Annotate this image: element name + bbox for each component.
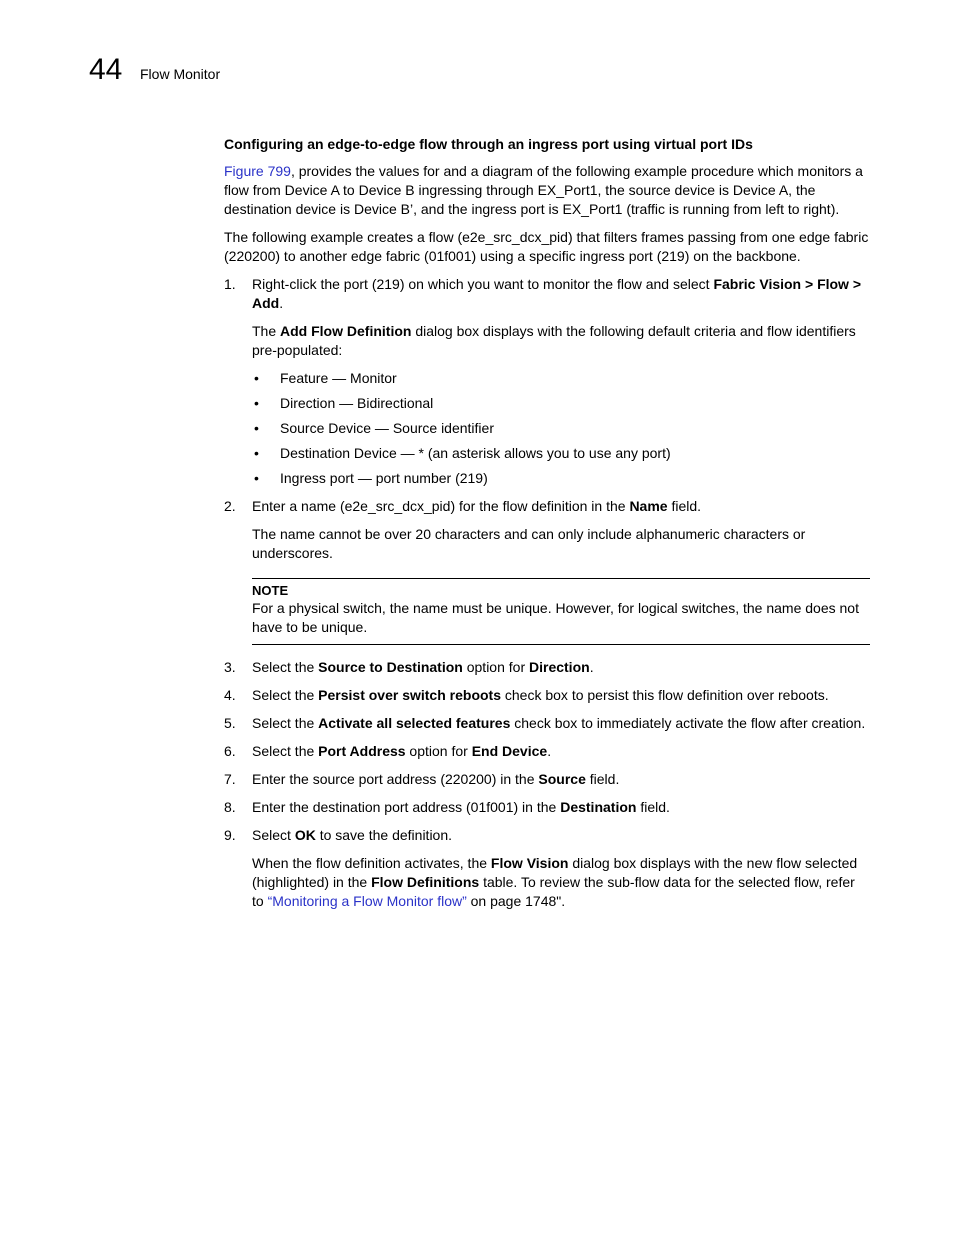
list-item: • Direction — Bidirectional [254, 395, 434, 411]
list-item: • Ingress port — port number (219) [254, 470, 488, 486]
step-1-detail: The Add Flow Definition dialog box displays with the following default criteria and flow identifiers pre-populated: [252, 323, 856, 358]
step-8: 8. Enter the destination port address (01f001) in the Destination field. [224, 799, 670, 815]
step-5: 5. Select the Activate all selected features check box to immediately activate the flow after creation. [224, 715, 866, 731]
list-item: • Feature — Monitor [254, 370, 397, 386]
list-item: • Destination Device — * (an asterisk allows you to use any port) [254, 445, 671, 461]
step-3: 3. Select the Source to Destination option for Direction. [224, 659, 594, 675]
step-2-detail: The name cannot be over 20 characters and can only include alphanumeric characters or underscores. [252, 526, 806, 561]
note-text: For a physical switch, the name must be unique. However, for logical switches, the name does not have to be unique. [252, 600, 859, 635]
note-box [252, 578, 870, 645]
default-criteria-list [252, 369, 870, 488]
intro-paragraph-2: The following example creates a flow (e2e_src_dcx_pid) that filters frames passing from one edge fabric (220200) to another edge fabric (01f001) using a specific ingress port (219) on the backbone. [224, 229, 869, 264]
intro-paragraph-1: Figure 799, provides the values for and a diagram of the following example procedure which monitors a flow from Device A to Device B ingressing through EX_Port1, the source device is Device A, the destination device is Device B’, and the ingress port is EX_Port1 (traffic is running from left to right). [224, 163, 863, 217]
main-content [224, 135, 870, 920]
list-item: • Source Device — Source identifier [254, 420, 494, 436]
step-6: 6. Select the Port Address option for End Device. [224, 743, 552, 759]
step-1: 1. Right-click the port (219) on which you want to monitor the flow and select Fabric Vision > Flow > Add. The Add Flow Definition dialog box displays with the following default criteria and flow identifiers pre-populated: • Feature — Monitor • Direction — Bidirectional • Source Device — Source identifier • Destination Device — * (an asterisk allows you to use any port) • Ingress port — port number (219) [224, 275, 870, 488]
cross-reference-link[interactable]: “Monitoring a Flow Monitor flow” [267, 893, 467, 909]
note-label: NOTE [252, 583, 289, 598]
step-9-detail: When the flow definition activates, the Flow Vision dialog box displays with the new flow selected (highlighted) in the Flow Definitions table. To review the sub-flow data for the selected flow, refer to “Monitoring a Flow Monitor flow” on page 1748". [252, 855, 858, 909]
figure-link[interactable]: Figure 799 [224, 163, 291, 179]
section-heading: Configuring an edge-to-edge flow through an ingress port using virtual port IDs [224, 136, 753, 152]
procedure-steps [224, 275, 870, 911]
step-4: 4. Select the Persist over switch reboots check box to persist this flow definition over reboots. [224, 687, 829, 703]
step-9: 9. Select OK to save the definition. When the flow definition activates, the Flow Vision dialog box displays with the new flow selected (highlighted) in the Flow Definitions table. To review the sub-flow data for the selected flow, refer to “Monitoring a Flow Monitor flow” on page 1748". [224, 826, 870, 911]
step-2: 2. Enter a name (e2e_src_dcx_pid) for the flow definition in the Name field. The name cannot be over 20 characters and can only include alphanumeric characters or underscores. NOTE For a physical switch, the name must be unique. However, for logical switches, the name does not have to be unique. [224, 497, 870, 645]
step-7: 7. Enter the source port address (220200) in the Source field. [224, 771, 620, 787]
chapter-title: Flow Monitor [140, 66, 221, 82]
chapter-number: 44 [89, 53, 123, 86]
